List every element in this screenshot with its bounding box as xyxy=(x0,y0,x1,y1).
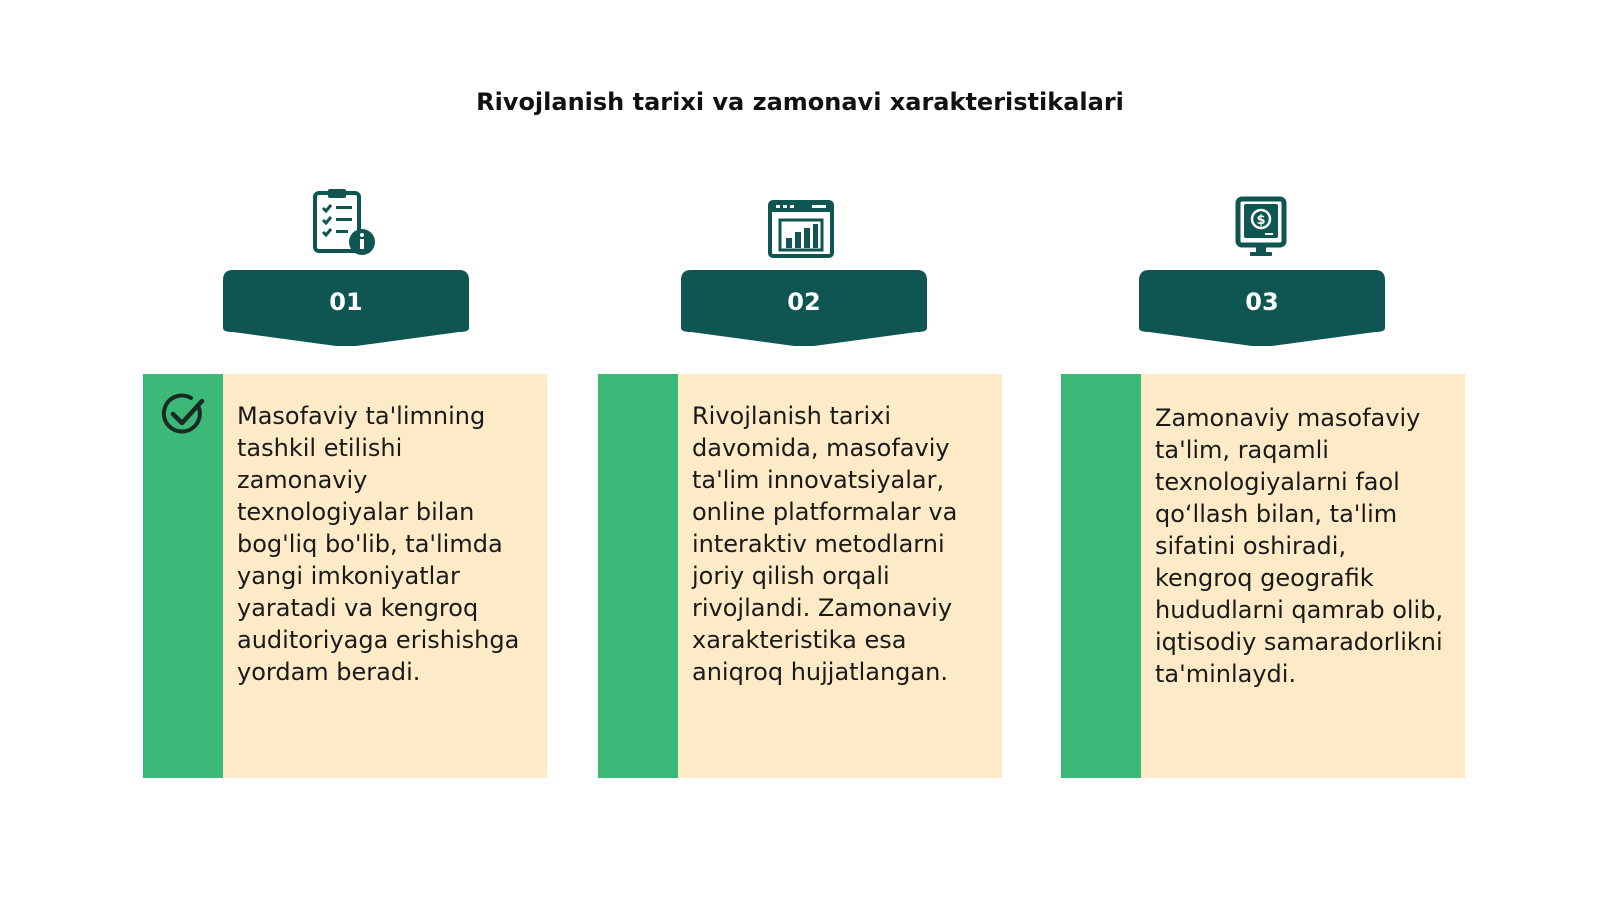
monitor-dollar-icon xyxy=(1235,196,1287,262)
check-circle-icon xyxy=(161,392,207,442)
clipboard-checklist-info-icon xyxy=(312,188,378,262)
info-card-1 xyxy=(143,374,547,778)
info-card-2 xyxy=(598,374,1002,778)
step-number-banner-3 xyxy=(1139,270,1385,346)
card-body xyxy=(678,374,1002,778)
step-number-banner-2 xyxy=(681,270,927,346)
svg-text:$: $ xyxy=(1256,213,1266,228)
card-text: Masofaviy ta'limning tashkil etilishi zamonaviy texnologiyalar bilan bog'liq bo'lib, ta'limda yangi imkoniyatlar yaratadi va kengroq auditoriyaga erishishga yordam beradi. xyxy=(237,402,520,686)
card-accent-stripe xyxy=(598,374,678,778)
card-accent-stripe xyxy=(143,374,223,778)
page-title: Rivojlanish tarixi va zamonavi xarakteristikalari xyxy=(476,88,1124,116)
info-card-3 xyxy=(1061,374,1465,778)
card-text: Zamonaviy masofaviy ta'lim, raqamli texnologiyalarni faol qo‘llash bilan, ta'lim sifatini oshiradi, kengroq geografik hududlarni qamrab olib, iqtisodiy samaradorlikni ta'minlaydi. xyxy=(1155,404,1444,688)
bar-chart-window-icon xyxy=(768,200,834,262)
card-body xyxy=(1141,374,1465,778)
card-text: Rivojlanish tarixi davomida, masofaviy ta'lim innovatsiyalar, online platformalar va interaktiv metodlarni joriy qilish orqali rivojlandi. Zamonaviy xarakteristika esa aniqroq hujjatlangan. xyxy=(692,402,958,686)
step-number: 03 xyxy=(1245,288,1279,316)
step-number: 01 xyxy=(329,288,363,316)
step-number: 02 xyxy=(787,288,821,316)
step-number-banner-1 xyxy=(223,270,469,346)
card-body xyxy=(223,374,547,778)
card-accent-stripe xyxy=(1061,374,1141,778)
